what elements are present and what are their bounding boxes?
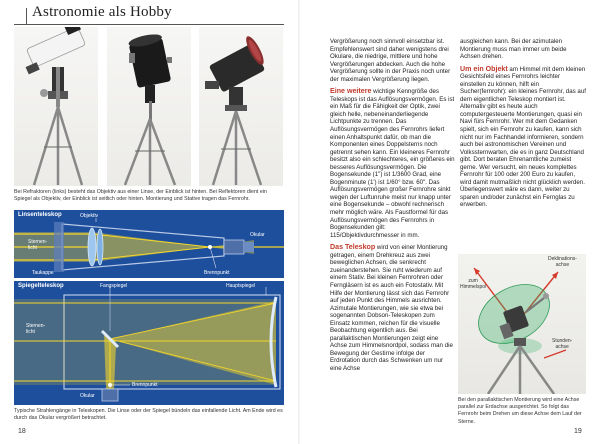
focus-label-1: Brennpunkt bbox=[204, 270, 230, 276]
hour-axis-label: Stunden- achse bbox=[552, 338, 573, 350]
reflector-illustration bbox=[107, 27, 191, 186]
mount-photo bbox=[458, 254, 586, 394]
starlight-label-1: Sternen- licht bbox=[28, 239, 48, 251]
paragraph: Das Teleskop wird von einer Montierung getragen, einem Drehkreuz aus zwei beweglichen Achsen, die senkrecht zueinanderstehen. Sie ruht wiederum auf einem Stativ. Bei kleinen Fernrohren oder Ferngläsern ist es auch ein Fotostativ. Mit Hilfe der Montierung lässt sich das Fernrohr auf jeden Punkt des Himmels ausrichten. Azimutale Montierungen, wie sie etwa bei sogenannten Dobson-Teleskopen zum Einsatz kommen, reichen für die visuelle Beobachtung eigentlich aus. Bei parallaktischen Montierungen zeigt eine Achse zum Himmelsnordpol, sodass man die Bewegung der Gestirne infolge der Erdrotation durch das Schwenken um nur eine Achse bbox=[330, 243, 453, 372]
maksutov-illustration bbox=[199, 27, 283, 186]
paragraph: ausgleichen kann. Bei der azimutalen Montierung muss man immer um beide Achsen drehen. bbox=[460, 38, 567, 61]
paragraph: Eine weitere wichtige Kenngröße des Teleskops ist das Auflösungsvermögen. Es ist ein Maß für die Fähigkeit der Optik, zwei gleich helle, nebeneinanderliegende Lichtpunkte zu trennen. Das Auflösungsvermögen des Fernrohrs liefert einen Anhaltspunkt dafür, ob man die Komponenten eines Doppelsterns noch getrennt sehen kann. Ein kleineres Fernrohr besitzt also ein schlechteres, ein größeres ein besseres Auflösungsvermögen. Die Bogensekunde (1") ist 1/3600 Grad, eine Bogenminute (1') ist 1/60° bzw. 60". Das Auflösungsvermögen großer Fernrohre sinkt wegen der Luftunruhe meist nur knapp unter eine Bogensekunde – obwohl rechnerisch mehr möglich wäre. Als Faustformel für das Auflösungsvermögen des Fernrohrs in Bogensekunden gilt: 115/Objektivdurchmesser in mm. bbox=[330, 87, 455, 239]
reflector-diagram-title: Spiegelteleskop bbox=[18, 283, 64, 289]
reflector-diagram bbox=[14, 281, 284, 405]
dew-cap-label: Taukappe bbox=[32, 270, 54, 276]
focus-label-2: Brennpunkt bbox=[132, 382, 158, 388]
reflector-photo bbox=[107, 27, 191, 186]
equatorial-mount-illustration bbox=[458, 254, 586, 394]
text-column-2 bbox=[460, 38, 586, 214]
declination-axis-label: Deklinations- achse bbox=[548, 256, 577, 268]
paragraph-lead: Um ein Objekt bbox=[460, 64, 508, 73]
header-tick bbox=[26, 8, 27, 25]
diagram-caption: Typische Strahlengänge in Teleskopen. Die Linse oder der Spiegel bündeln das einfallende Licht. Am Ende wird es durch das Okular vergrößert betrachtet. bbox=[14, 408, 283, 422]
paragraph-lead: Das Teleskop bbox=[330, 243, 376, 252]
text-column-1 bbox=[330, 38, 456, 378]
eyepiece-label-1: Okular bbox=[250, 232, 265, 238]
eyepiece-label-2: Okular bbox=[80, 393, 95, 399]
objective-label: Objektiv bbox=[80, 213, 99, 219]
refractor-ray-diagram bbox=[14, 210, 284, 278]
secondary-mirror-label: Fangspiegel bbox=[100, 283, 128, 289]
paragraph-lead: Eine weitere bbox=[330, 87, 372, 96]
refractor-photo bbox=[14, 27, 98, 186]
primary-mirror-label: Hauptspiegel bbox=[226, 283, 256, 289]
chapter-title: Astronomie als Hobby bbox=[32, 4, 172, 20]
page-number-left: 18 bbox=[18, 428, 26, 435]
celestial-pole-label: zum Himmelspol bbox=[460, 278, 487, 290]
mount-caption: Bei den parallaktischen Montierung wird eine Achse parallel zur Erdachse ausgerichtet. So folgt das Fernrohr beim Drehen um diese Achse dem Lauf der Sterne. bbox=[458, 397, 582, 425]
starlight-label-2: Sternen- licht bbox=[26, 323, 46, 335]
page-number-right: 19 bbox=[574, 428, 582, 435]
refractor-diagram bbox=[14, 210, 284, 278]
refractor-diagram-title: Linsenteleskop bbox=[18, 212, 62, 218]
paragraph: Um ein Objekt am Himmel mit dem kleinen Gesichtsfeld eines Fernrohrs leichter einstellen zu können, hilft ein Sucher(fernrohr): ein kleines Fernrohr, das auf dem eigentlichen Teleskop montiert ist. Alternativ gibt es heute auch computergesteuerte Montierungen, quasi ein Navi fürs Fernrohr. Wer mit dem Gedanken spielt, sich ein Fernrohr zu kaufen, kann sich nicht nur im Fachhandel informieren, sondern auch bei astronomischen Vereinen und Volkssternwarten, die es in ganz Deutschland gibt. Dort beraten Ehrenamtliche zumeist gerne. Wer versucht, ein neues komplettes Fernrohr für 100 oder 200 Euro zu kaufen, wird damit mutmaßlich nicht glücklich werden. Überlegenswert wäre es dann, weiter zu sparen und/oder zunächst ein Fernglas zu erwerben. bbox=[460, 64, 586, 209]
paragraph: Vergrößerung noch sinnvoll einsetzbar ist. Empfehlenswert sind daher wenigstens drei Okulare, die niedrige, mittlere und hohe Vergrößerungen abdecken. Auch die hohe Vergrößerung sollte in der Praxis noch unter der maximalen Vergrößerung liegen. bbox=[330, 38, 451, 83]
maksutov-photo bbox=[199, 27, 283, 186]
refractor-illustration bbox=[14, 27, 98, 186]
header-rule bbox=[14, 24, 284, 25]
right-page bbox=[300, 0, 600, 444]
photo-caption: Bei Refraktoren (links) besteht das Objektiv aus einer Linse, der Einblick ist hinten. Bei Reflektoren dient ein Spiegel als Objektiv, der Einblick ist seitlich oder hinten. Montierung und Stative tragen das Fernrohr. bbox=[14, 189, 267, 203]
